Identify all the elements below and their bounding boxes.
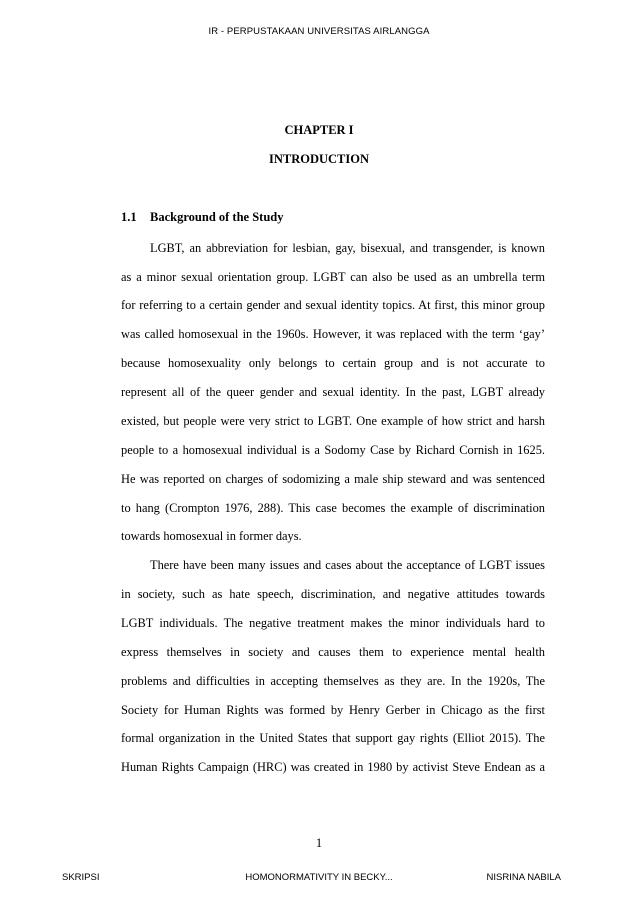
paragraph-line: existed, but people were very strict to LGBT. One example of how strict and harsh	[121, 414, 545, 428]
paragraph-line: Society for Human Rights was formed by Henry Gerber in Chicago as the first	[121, 703, 545, 717]
paragraph-line: in society, such as hate speech, discrimination, and negative attitudes towards	[121, 587, 545, 601]
paragraph-line: express themselves in society and causes them to experience mental health	[121, 645, 545, 659]
paragraph-line: Human Rights Campaign (HRC) was created in 1980 by activist Steve Endean as a	[121, 760, 545, 774]
paragraph-line: problems and difficulties in accepting themselves as they are. In the 1920s, The	[121, 674, 545, 688]
paragraph-line: towards homosexual in former days.	[121, 529, 302, 543]
paragraph-line: people to a homosexual individual is a Sodomy Case by Richard Cornish in 1625.	[121, 443, 545, 457]
paragraph-line: to hang (Crompton 1976, 288). This case becomes the example of discrimination	[121, 501, 545, 515]
chapter-label: CHAPTER I	[284, 123, 354, 137]
page-number: 1	[315, 836, 323, 850]
section-heading	[121, 210, 283, 225]
paragraph-line: He was reported on charges of sodomizing a male ship steward and was sentenced	[121, 472, 545, 486]
section-title: Background of the Study	[150, 210, 284, 224]
footer-center: HOMONORMATIVITY IN BECKY...	[245, 872, 393, 883]
paragraph-line: was called homosexual in the 1960s. However, it was replaced with the term ‘gay’	[121, 327, 545, 341]
paragraph-line: represent all of the queer gender and sexual identity. In the past, LGBT already	[121, 385, 545, 399]
paragraph-line: formal organization in the United States that support gay rights (Elliot 2015). The	[121, 731, 545, 745]
footer-right: NISRINA NABILA	[486, 872, 561, 883]
paragraph-line: LGBT, an abbreviation for lesbian, gay, bisexual, and transgender, is known	[150, 241, 545, 255]
page-header: IR - PERPUSTAKAAN UNIVERSITAS AIRLANGGA	[208, 26, 430, 37]
section-number: 1.1	[121, 210, 137, 224]
paragraph-line: There have been many issues and cases about the acceptance of LGBT issues	[150, 558, 545, 572]
paragraph-line: for referring to a certain gender and sexual identity topics. At first, this minor group	[121, 298, 545, 312]
footer-left: SKRIPSI	[62, 872, 100, 883]
paragraph-line: because homosexuality only belongs to certain group and is not accurate to	[121, 356, 545, 370]
paragraph-line: LGBT individuals. The negative treatment makes the minor individuals hard to	[121, 616, 545, 630]
chapter-title: INTRODUCTION	[268, 152, 369, 166]
paragraph-line: as a minor sexual orientation group. LGBT can also be used as an umbrella term	[121, 270, 545, 284]
